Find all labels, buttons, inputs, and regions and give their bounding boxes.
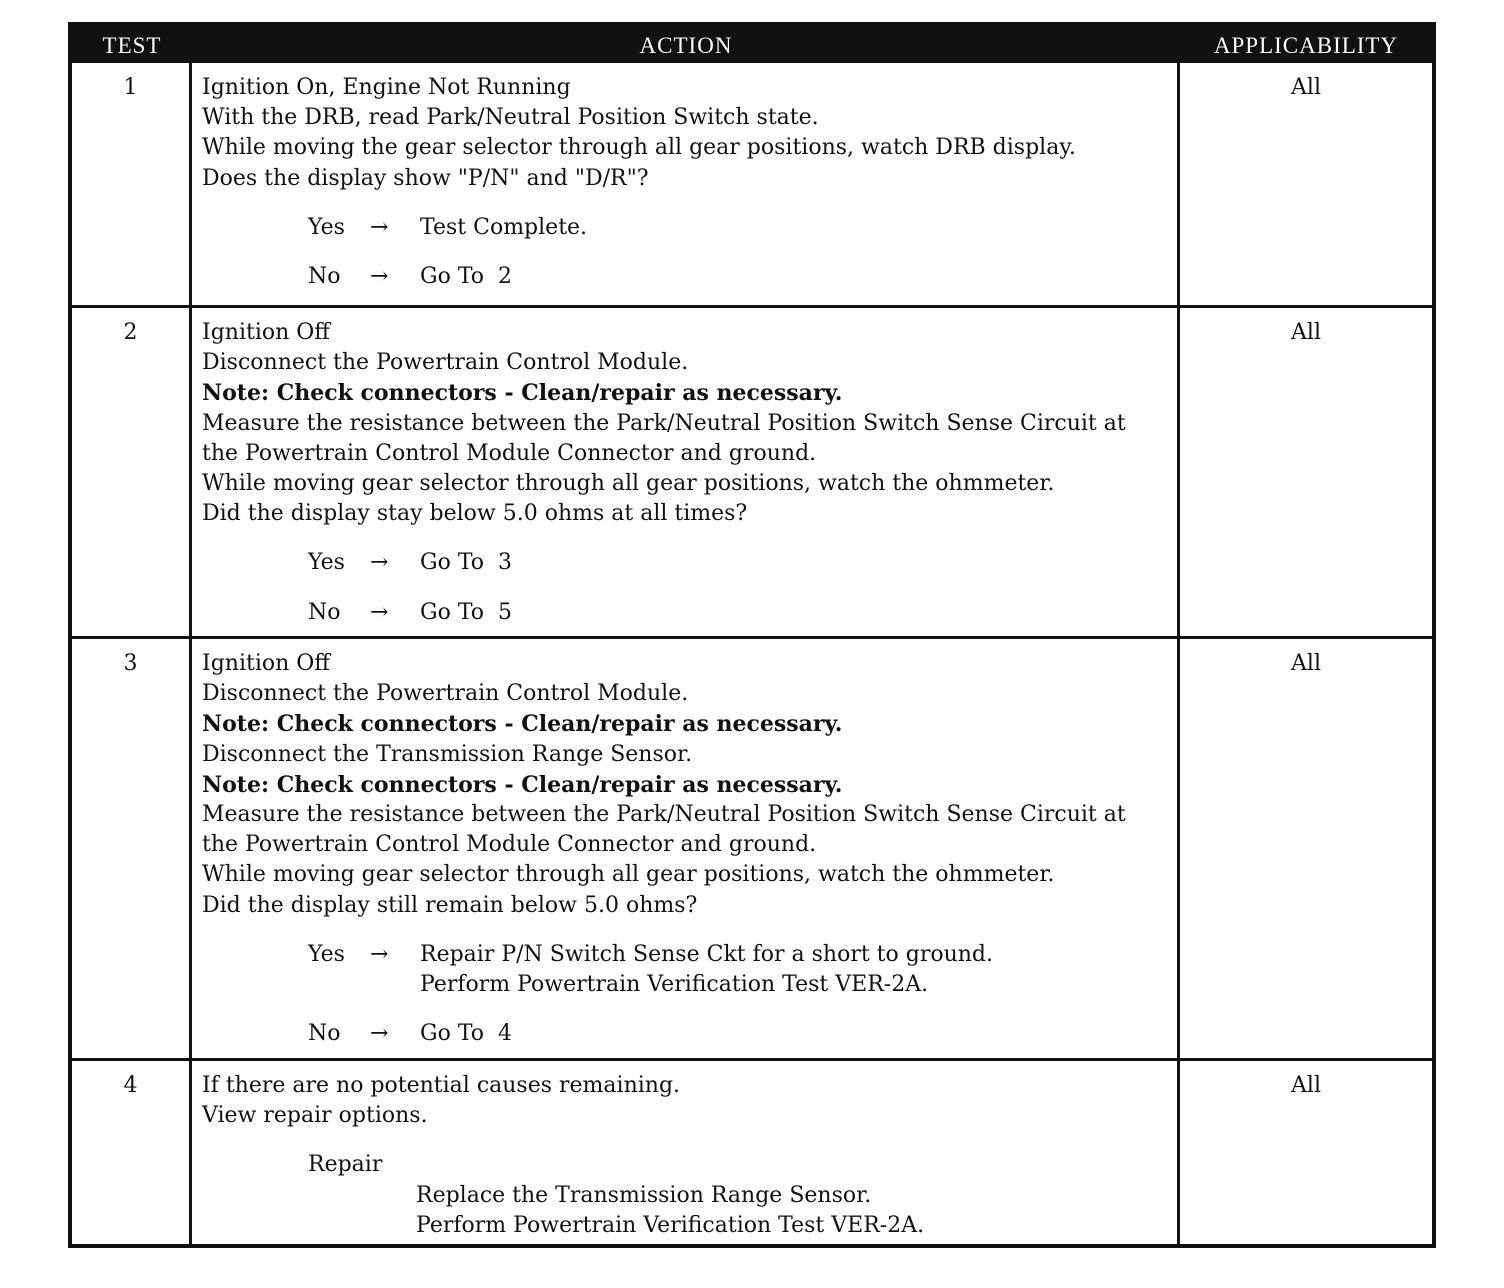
header-action: ACTION	[192, 26, 1180, 63]
action-line: the Powertrain Control Module Connector and ground.	[202, 832, 817, 858]
arrow-icon: →	[370, 941, 389, 967]
action-line: While moving gear selector through all gear positions, watch the ohmmeter.	[202, 862, 1055, 888]
yes-label: Yes	[308, 550, 345, 576]
action-line: View repair options.	[202, 1103, 428, 1129]
action-line: While moving the gear selector through all gear positions, watch DRB display.	[202, 135, 1076, 161]
no-label: No	[308, 599, 341, 625]
goto-link[interactable]	[420, 262, 512, 292]
action-line: Disconnect the Transmission Range Sensor.	[202, 741, 693, 767]
action-cell	[192, 636, 1180, 1058]
action-line: Did the display still remain below 5.0 ohms?	[202, 892, 698, 918]
action-line: Did the display stay below 5.0 ohms at all times?	[202, 501, 748, 527]
yes-result-line: Perform Powertrain Verification Test VER-2A.	[420, 972, 929, 998]
action-line: Disconnect the Powertrain Control Module.	[202, 681, 689, 707]
action-cell	[192, 1058, 1180, 1244]
action-cell	[192, 305, 1180, 636]
yes-result-line: Repair P/N Switch Sense Ckt for a short to ground.	[420, 941, 994, 967]
yes-label: Yes	[308, 941, 345, 967]
action-line: Ignition Off	[202, 651, 330, 676]
applicability-value: All	[1180, 305, 1432, 636]
goto-step: 5	[498, 599, 513, 625]
goto-link[interactable]	[420, 548, 512, 578]
note-line: Note: Check connectors - Clean/repair as necessary.	[202, 771, 843, 798]
applicability-value: All	[1291, 75, 1321, 100]
test-number: 1	[72, 63, 192, 305]
arrow-icon: →	[370, 1021, 389, 1047]
goto-label: Go To	[420, 599, 485, 625]
repair-label: Repair	[308, 1152, 383, 1178]
note-line: Note: Check connectors - Clean/repair as necessary.	[202, 380, 843, 407]
goto-label: Go To	[420, 264, 485, 290]
yes-outcome	[308, 213, 1171, 243]
repair-step: Perform Powertrain Verification Test VER-2A.	[416, 1212, 925, 1238]
repair-step: Replace the Transmission Range Sensor.	[416, 1182, 872, 1208]
action-line: Disconnect the Powertrain Control Module.	[202, 350, 689, 376]
repair-options	[308, 1150, 1171, 1241]
note-line: Note: Check connectors - Clean/repair as necessary.	[202, 711, 843, 738]
no-label: No	[308, 264, 341, 290]
test-number: 2	[72, 305, 192, 636]
goto-label: Go To	[420, 1021, 485, 1047]
diagnostic-test-table	[68, 22, 1436, 1248]
action-line: With the DRB, read Park/Neutral Position Switch state.	[202, 105, 819, 131]
no-outcome	[308, 1019, 1171, 1049]
arrow-icon: →	[370, 550, 389, 576]
action-line: Ignition On, Engine Not Running	[202, 75, 571, 100]
no-label: No	[308, 1021, 341, 1047]
yes-result	[420, 940, 993, 1000]
action-line: Ignition Off	[202, 320, 330, 345]
yes-outcome	[308, 548, 1171, 578]
goto-step: 4	[498, 1021, 513, 1047]
arrow-icon: →	[370, 214, 389, 240]
no-outcome	[308, 262, 1171, 292]
goto-link[interactable]	[420, 598, 512, 628]
header-applicability: APPLICABILITY	[1180, 26, 1432, 63]
action-line: If there are no potential causes remaining.	[202, 1073, 681, 1098]
goto-label: Go To	[420, 550, 485, 576]
action-cell	[192, 63, 1180, 305]
test-number: 4	[72, 1058, 192, 1244]
header-test: TEST	[72, 26, 192, 63]
arrow-icon: →	[370, 264, 389, 290]
yes-label: Yes	[308, 214, 345, 240]
test-number: 3	[72, 636, 192, 1058]
applicability-value: All	[1180, 1058, 1432, 1244]
goto-step: 2	[498, 264, 513, 290]
goto-link[interactable]	[420, 1019, 512, 1049]
arrow-icon: →	[370, 599, 389, 625]
yes-outcome	[308, 940, 1171, 1000]
action-line: Measure the resistance between the Park/Neutral Position Switch Sense Circuit at	[202, 802, 1126, 828]
action-line: Does the display show "P/N" and "D/R"?	[202, 165, 649, 191]
goto-step: 3	[498, 550, 513, 576]
no-outcome	[308, 598, 1171, 628]
action-line: the Powertrain Control Module Connector and ground.	[202, 440, 817, 466]
action-line: Measure the resistance between the Park/Neutral Position Switch Sense Circuit at	[202, 410, 1126, 436]
yes-result: Test Complete.	[420, 214, 588, 240]
action-line: While moving gear selector through all gear positions, watch the ohmmeter.	[202, 471, 1055, 497]
applicability-value: All	[1180, 636, 1432, 1058]
